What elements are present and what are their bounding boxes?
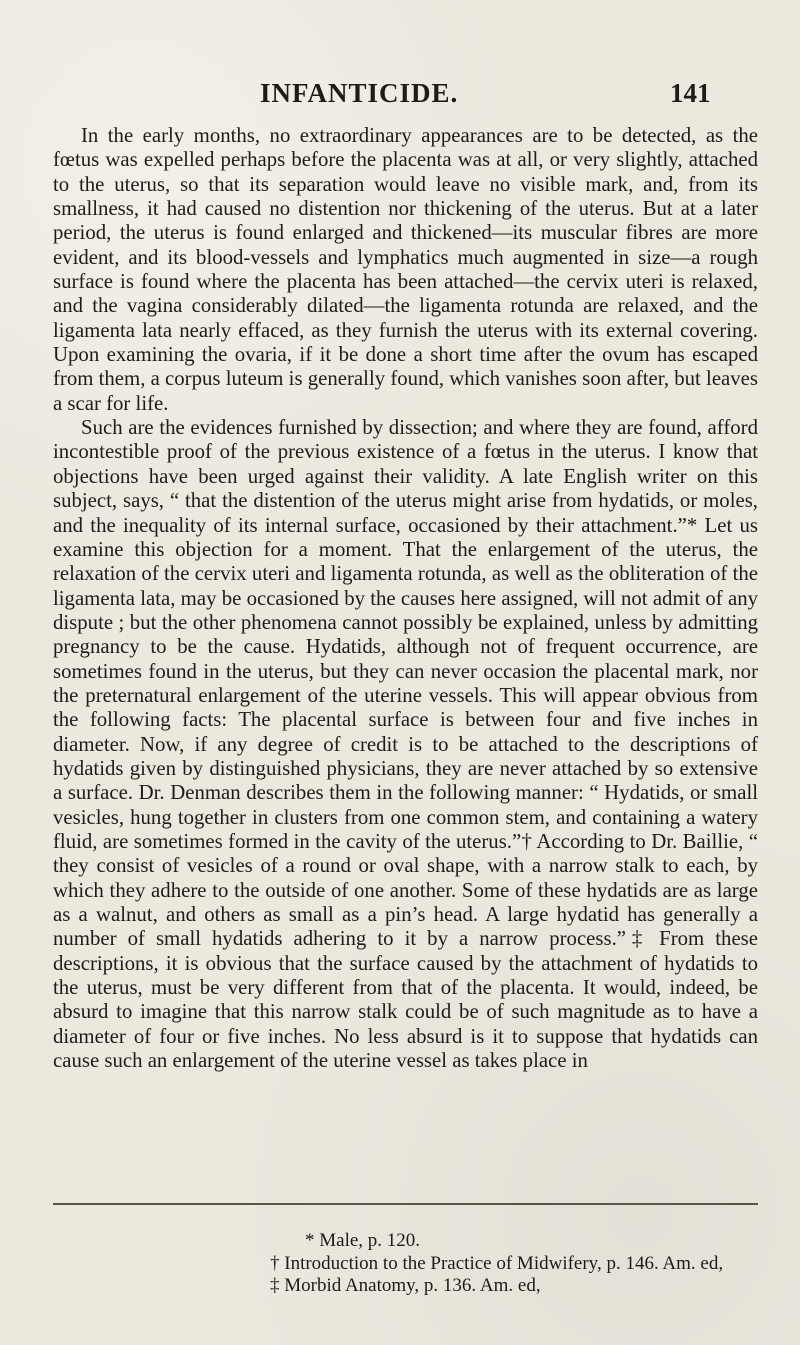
footnote-1: * Male, p. 120. [305, 1230, 421, 1251]
page-number: 141 [670, 78, 711, 108]
footnote-2: † Introduction to the Practice of Midwifery, p. 146. Am. ed, [270, 1252, 724, 1274]
paragraph-2: Such are the evidences furnished by dissection; and where they are found, afford incontestible proof of the previous existence of a fœtus in the uterus. I know that objections have been urged against their validity. A late English writer on this subject, says, “ that the distention of the uterus might arise from hydatids, or moles, and the inequality of its internal surface, occasioned by their attachment.”* Let us examine this objection for a moment. That the enlargement of the uterus, the relaxation of the cervix uteri and ligamenta rotunda, as well as the obliteration of the ligamenta lata, may be occasioned by the causes here assigned, will not admit of any dispute ; but the other phenomena cannot possibly be explained, unless by admitting pregnancy to be the cause. Hydatids, although not of frequent occurrence, are sometimes found in the uterus, but they can never occasion the placental mark, nor the preternatural enlargement of the uterine vessels. This will appear obvious from the following facts: The placental surface is between four and five inches in diameter. Now, if any degree of credit is to be attached to the descriptions of hydatids given by distinguished physicians, they are never attached by so extensive a surface. Dr. Denman describes them in the following manner: “ Hydatids, or small vesicles, hung together in clusters from one common stem, and containing a watery fluid, are sometimes formed in the cavity of the uterus.”† According to Dr. Baillie, “ they consist of vesicles of a round or oval shape, with a narrow stalk to each, by which they adhere to the outside of one another. Some of these hydatids are as large as a walnut, and others as small as a pin’s head. A large hydatid has generally a number of small hydatids adhering to it by a narrow process.”‡ From these descriptions, it is obvious that the surface caused by the attachment of hydatids to the uterus, must be very different from that of the placenta. It would, indeed, be absurd to imagine that this narrow stalk could be of such magnitude as to have a diameter of four or five inches. No less absurd is it to suppose that hydatids can cause such an enlargement of the uterine vessel as takes place in [53, 416, 758, 1073]
footnote-divider [53, 1203, 758, 1205]
running-head [0, 78, 800, 114]
paragraph-1: In the early months, no extraordinary appearances are to be detected, as the fœtus was expelled perhaps before the placenta was at all, or very slightly, attached to the uterus, so that its separation would leave no visible mark, and, from its smallness, it had caused no distention nor thickening of the uterus. But at a later period, the uterus is found enlarged and thickened—its muscular fibres are more evident, and its blood-vessels and lymphatics much augmented in size—a rough surface is found where the placenta has been attached—the cervix uteri is relaxed, and the vagina considerably dilated—the ligamenta rotunda are relaxed, and the ligamenta lata nearly effaced, as they furnish the uterus with its external covering. Upon examining the ovaria, if it be done a short time after the ovum has escaped from them, a corpus luteum is generally found, which vanishes soon after, but leaves a scar for life. [53, 124, 758, 415]
main-text [53, 124, 758, 1073]
footnote-3: ‡ Morbid Anatomy, p. 136. Am. ed, [270, 1275, 541, 1296]
page-title: INFANTICIDE. [260, 78, 459, 108]
footnotes [270, 1230, 790, 1298]
